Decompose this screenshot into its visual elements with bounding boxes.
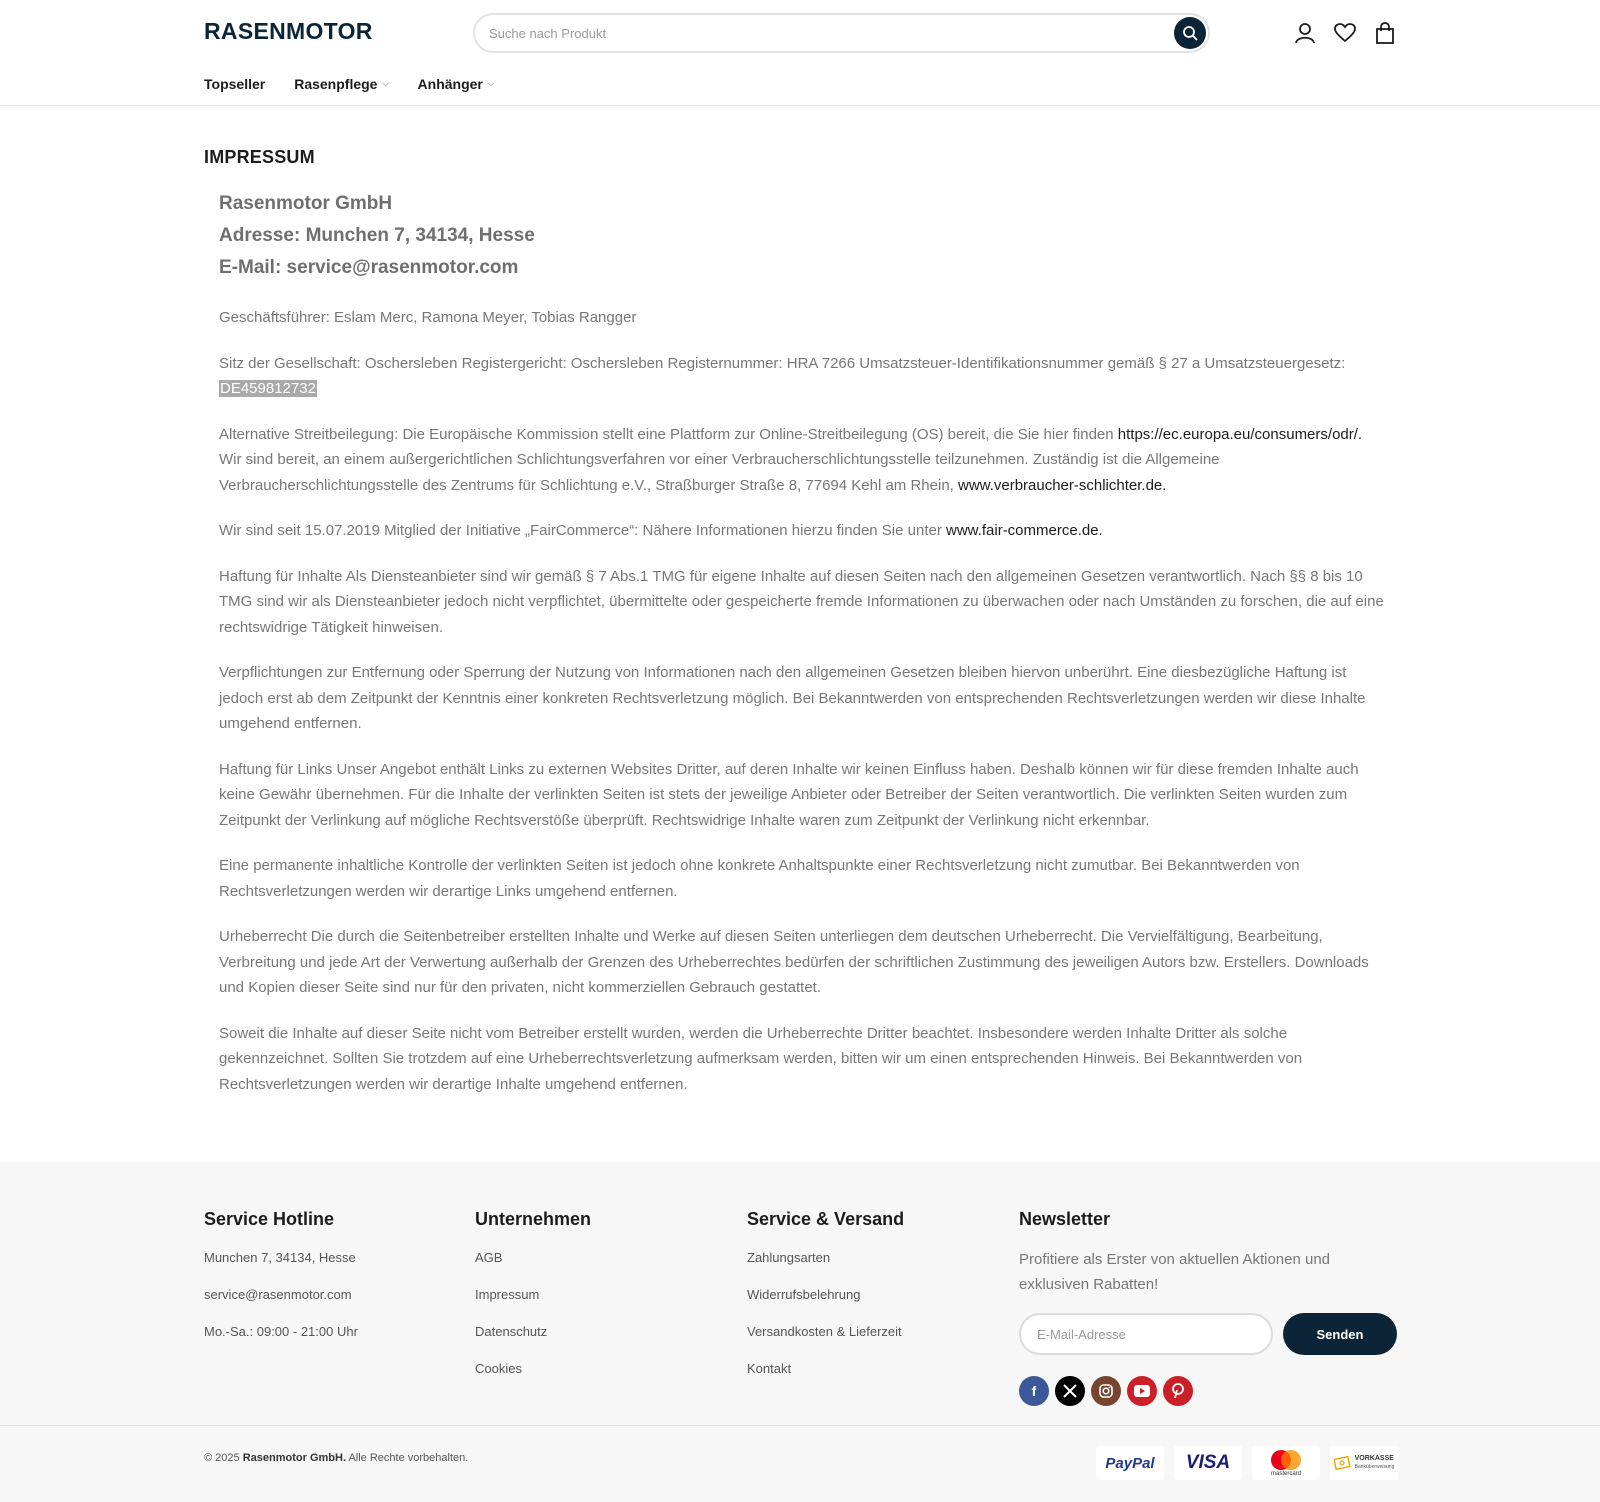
odr-link[interactable]: https://ec.europa.eu/consumers/odr/. <box>1117 425 1363 443</box>
footer-link-cookies[interactable]: Cookies <box>475 1361 522 1376</box>
dispute-text-2: Wir sind bereit, an einem außergerichtlichen Schlichtungsverfahren vor einer Verbraucherschlichtungsstelle teilzunehmen. Zuständig ist die Allgemeine Verbraucherschlichtungsstelle des Zentrums für Schlichtung e.V., Straßburger Straße 8, 77694 Kehl am Rhein, <box>219 451 1220 494</box>
newsletter-send-button[interactable]: Senden <box>1283 1313 1397 1355</box>
site-header <box>0 0 1600 106</box>
footer-heading: Newsletter <box>1019 1209 1111 1229</box>
wishlist-button[interactable] <box>1334 21 1356 45</box>
vorkasse-logo <box>1330 1446 1398 1480</box>
nav-item-topseller[interactable] <box>204 76 265 92</box>
footer-heading: Unternehmen <box>475 1209 592 1229</box>
chevron-down-icon: ⌵ <box>382 79 389 88</box>
x-icon[interactable] <box>1055 1376 1085 1406</box>
faircommerce-paragraph <box>219 518 1384 544</box>
footer-col-service <box>747 1209 904 1398</box>
nav-item-label: Rasenpflege <box>294 76 378 92</box>
footer-col-newsletter <box>1019 1209 1399 1419</box>
main-content <box>204 147 1384 1097</box>
footer-bottom-bar <box>0 1425 1600 1502</box>
instagram-icon[interactable] <box>1091 1376 1121 1406</box>
footer-email[interactable]: service@rasenmotor.com <box>204 1287 352 1302</box>
footer-col-hotline <box>204 1209 358 1361</box>
copyright-company: Rasenmotor GmbH. <box>242 1452 346 1464</box>
footer-hours: Mo.-Sa.: 09:00 - 21:00 Uhr <box>204 1324 358 1339</box>
obligations-text: Verpflichtungen zur Entfernung oder Sperrung der Nutzung von Informationen nach den allgemeinen Gesetzen bleiben hiervon unberührt. Eine diesbezügliche Haftung ist jedoch erst ab dem Zeitpunkt der Kenntnis einer konkreten Rechtsverletzung möglich. Bei Bekanntwerden von entsprechenden Rechtsverletzungen werden wir diese Inhalte umgehend entfernen. <box>219 664 1366 732</box>
mastercard-icon <box>1268 1449 1304 1471</box>
mastercard-label: mastercard <box>1270 1470 1301 1477</box>
managers-text: Geschäftsführer: Eslam Merc, Ramona Meyer, Tobias Rangger <box>219 309 637 326</box>
company-email: E-Mail: service@rasenmotor.com <box>219 257 519 278</box>
footer-address: Munchen 7, 34134, Hesse <box>204 1250 356 1265</box>
faircommerce-link[interactable]: www.fair-commerce.de. <box>946 522 1103 539</box>
footer-link-agb[interactable]: AGB <box>475 1250 503 1265</box>
footer-heading: Service Hotline <box>204 1209 335 1229</box>
payment-methods <box>1096 1446 1398 1480</box>
liability-links-text: Haftung für Links Unser Angebot enthält Links zu externen Websites Dritter, auf deren Inhalte wir keinen Einfluss haben. Deshalb können wir für diese fremden Inhalte auch keine Gewähr übernehmen. Für die Inhalte der verlinkten Seiten ist stets der jeweilige Anbieter oder Betreiber der Seiten verantwortlich. Die verlinkten Seiten wurden zum Zeitpunkt der Verlinkung auf mögliche Rechtsverstöße überprüft. Rechtswidrige Inhalte waren zum Zeitpunkt der Verlinkung nicht erkennbar. <box>219 760 1359 829</box>
registry-text: Sitz der Gesellschaft: Oschersleben Registergericht: Oschersleben Registernummer: HRA 7266 Umsatzsteuer-Identifikationsnummer gemäß § 27 a Umsatzsteuergesetz: <box>219 354 1346 372</box>
search-button[interactable] <box>1174 17 1206 49</box>
nav-item-label: Anhänger <box>417 76 483 92</box>
copyright-prefix: © 2025 <box>204 1452 240 1464</box>
faircommerce-text: Wir sind seit 15.07.2019 Mitglied der Initiative „FairCommerce“: Nähere Informationen hierzu finden Sie unter <box>219 522 942 539</box>
paypal-label: PayPal <box>1105 1454 1155 1472</box>
footer-link-datenschutz[interactable]: Datenschutz <box>475 1324 548 1339</box>
social-links <box>1019 1376 1193 1406</box>
permanent-control-text: Eine permanente inhaltliche Kontrolle der verlinkten Seiten ist jedoch ohne konkrete Anhaltspunkte einer Rechtsverletzung nicht zumutbar. Bei Bekanntwerden von Rechtsverletzungen werden wir derartige Links umgehend entfernen. <box>219 857 1300 900</box>
youtube-icon[interactable] <box>1127 1376 1157 1406</box>
pinterest-icon[interactable] <box>1163 1376 1193 1406</box>
cart-button[interactable] <box>1374 21 1396 45</box>
search-input[interactable] <box>489 15 1139 51</box>
nav-item-label: Topseller <box>204 76 266 92</box>
company-name: Rasenmotor GmbH <box>219 193 393 214</box>
mastercard-logo <box>1252 1446 1320 1480</box>
user-icon <box>1294 22 1316 44</box>
visa-label: VISA <box>1185 1452 1231 1473</box>
verbraucher-schlichter-link[interactable]: www.verbraucher-schlichter.de. <box>958 476 1167 494</box>
nav-item-rasenpflege[interactable] <box>294 76 388 92</box>
visa-logo <box>1174 1446 1242 1480</box>
footer-col-company <box>475 1209 591 1398</box>
footer-link-widerrufsbelehrung[interactable]: Widerrufsbelehrung <box>747 1287 861 1302</box>
footer-link-zahlungsarten[interactable]: Zahlungsarten <box>747 1250 831 1265</box>
heart-icon <box>1334 23 1356 43</box>
vorkasse-sublabel: Banküberweisung <box>1354 1464 1395 1470</box>
nav-item-anhaenger[interactable] <box>418 76 494 92</box>
footer-link-versandkosten[interactable]: Versandkosten & Lieferzeit <box>747 1324 902 1339</box>
chevron-down-icon: ⌵ <box>487 79 494 88</box>
footer-heading: Service & Versand <box>747 1209 905 1229</box>
site-footer <box>0 1162 1600 1502</box>
vat-id: DE459812732 <box>220 380 316 397</box>
search-bar <box>473 13 1210 53</box>
copyright <box>204 1452 468 1464</box>
facebook-icon[interactable]: f <box>1019 1376 1049 1406</box>
dispute-text-1: Alternative Streitbeilegung: Die Europäische Kommission stellt eine Plattform zur Online-Streitbeilegung (OS) bereit, die Sie hier finden <box>219 425 1114 443</box>
registry-paragraph <box>219 351 1384 402</box>
vorkasse-label: VORKASSE <box>1354 1455 1394 1462</box>
newsletter-text: Profitiere als Erster von aktuellen Aktionen und exklusiven Rabatten! <box>1019 1251 1331 1293</box>
money-icon <box>1334 1455 1352 1471</box>
dispute-paragraph <box>219 422 1384 499</box>
footer-link-impressum[interactable]: Impressum <box>475 1287 540 1302</box>
search-icon <box>1182 25 1198 41</box>
paypal-logo <box>1096 1446 1164 1480</box>
impressum-content <box>219 188 1384 1097</box>
header-icons <box>1294 21 1396 45</box>
newsletter-email-input[interactable] <box>1019 1313 1273 1355</box>
page-title: IMPRESSUM <box>204 147 315 167</box>
footer-link-kontakt[interactable]: Kontakt <box>747 1361 792 1376</box>
liability-content-text: Haftung für Inhalte Als Diensteanbieter sind wir gemäß § 7 Abs.1 TMG für eigene Inhalte auf diesen Seiten nach den allgemeinen Gesetzen verantwortlich. Nach §§ 8 bis 10 TMG sind wir als Diensteanbieter jedoch nicht verpflichtet, übermittelte oder gespeicherte fremde Informationen zu überwachen oder nach Umständen zu forschen, die auf eine rechtswidrige Tätigkeit hinweisen. <box>219 567 1384 636</box>
copyright-suffix: Alle Rechte vorbehalten. <box>348 1452 469 1464</box>
bag-icon <box>1375 22 1395 44</box>
main-nav <box>204 76 494 92</box>
company-address: Adresse: Munchen 7, 34134, Hesse <box>219 225 535 246</box>
logo[interactable]: RASENMOTOR <box>204 18 373 44</box>
copyright-text: Urheberrecht Die durch die Seitenbetreiber erstellten Inhalte und Werke auf diesen Seiten unterliegen dem deutschen Urheberrecht. Die Vervielfältigung, Bearbeitung, Verbreitung und jede Art der Verwertung außerhalb der Grenzen des Urheberrechtes bedürfen der schriftlichen Zustimmung des jeweiligen Autors bzw. Erstellers. Downloads und Kopien dieser Seite sind nur für den privaten, nicht kommerziellen Gebrauch gestattet. <box>219 928 1369 996</box>
third-party-text: Soweit die Inhalte auf dieser Seite nicht vom Betreiber erstellt wurden, werden die Urheberrechte Dritter beachtet. Insbesondere werden Inhalte Dritter als solche gekennzeichnet. Sollten Sie trotzdem auf eine Urheberrechtsverletzung aufmerksam werden, bitten wir um einen entsprechenden Hinweis. Bei Bekanntwerden von Rechtsverletzungen werden wir derartige Inhalte umgehend entfernen. <box>219 1024 1303 1093</box>
account-button[interactable] <box>1294 21 1316 45</box>
